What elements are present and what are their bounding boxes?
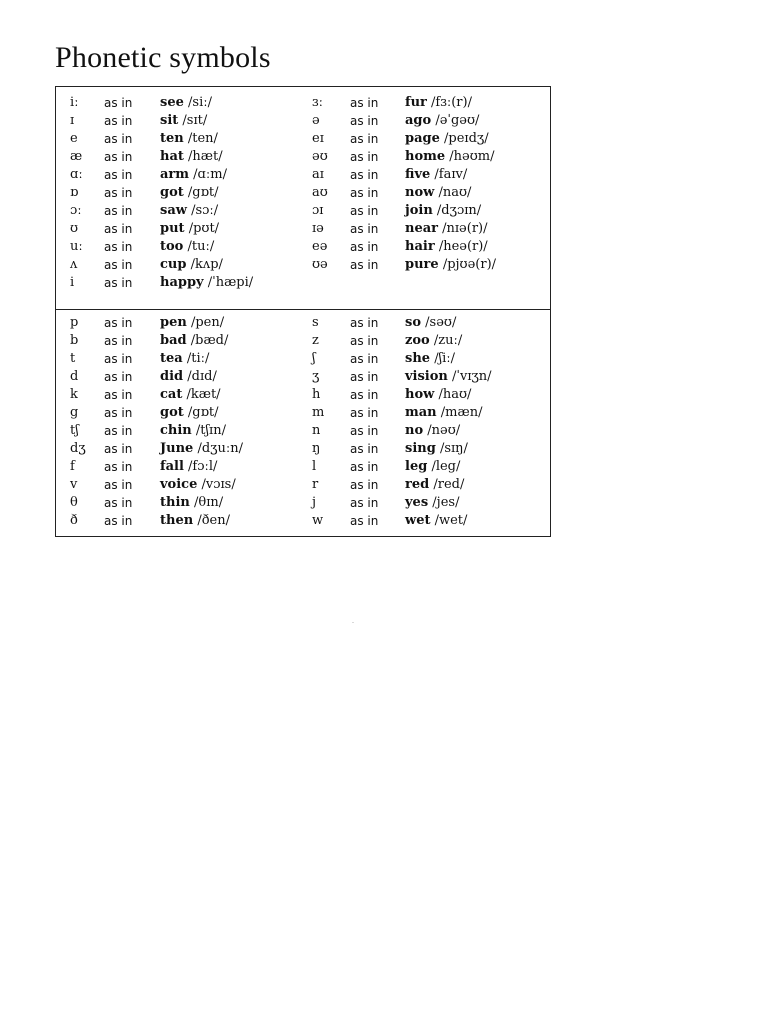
as-in-label: as in [104,370,133,384]
symbol-row [56,512,550,530]
ipa-transcription: /pjʊə(r)/ [442,257,497,272]
as-in-label: as in [350,186,379,200]
symbol-row [56,314,550,332]
example [405,184,471,202]
as-in-label: as in [104,334,133,348]
example-word: man [405,405,437,420]
phonetic-symbol: ð [70,513,78,528]
ipa-transcription: /ɑːm/ [193,167,227,182]
phonetic-symbol: e [70,131,78,146]
symbol-row [56,274,550,292]
example-word: hair [405,239,435,254]
phonetic-symbol: t [70,351,76,366]
example-word: so [405,315,421,330]
symbol-row [56,404,550,422]
example-word: sing [405,441,436,456]
as-in-label: as in [350,204,379,218]
phonetic-symbol: uː [70,239,83,254]
ipa-transcription: /bæd/ [190,333,229,348]
phonetic-symbol: ŋ [312,441,321,456]
as-in-label: as in [104,168,133,182]
phonetic-symbol: i [70,275,75,290]
example [160,314,224,332]
example [405,166,467,184]
example [160,476,236,494]
example-word: arm [160,167,190,182]
example [160,458,217,476]
ipa-transcription: /heə(r)/ [438,239,488,254]
example [160,368,217,386]
example-word: five [405,167,431,182]
example-word: zoo [405,333,430,348]
ipa-transcription: /hæt/ [188,149,223,164]
phonetic-symbol: z [312,333,319,348]
phonetic-symbol: p [70,315,79,330]
example [160,440,243,458]
ipa-transcription: /faɪv/ [434,167,468,182]
phonetic-symbol: k [70,387,78,402]
symbol-row [56,494,550,512]
phonetic-symbol: b [70,333,79,348]
vowels-section [56,94,550,292]
as-in-label: as in [350,334,379,348]
example-word: ago [405,113,432,128]
example-word: sit [160,113,179,128]
symbol-row [56,148,550,166]
example [160,386,221,404]
phonetic-symbol: æ [70,149,83,164]
example-word: got [160,405,184,420]
example [405,512,467,530]
as-in-label: as in [350,352,379,366]
as-in-label: as in [350,316,379,330]
as-in-label: as in [350,478,379,492]
as-in-label: as in [104,424,133,438]
phonetic-symbol: tʃ [70,423,79,438]
example [160,130,218,148]
phonetic-symbol: ʌ [70,257,78,272]
phonetic-symbols-table [55,86,551,537]
phonetic-symbol: iː [70,95,79,110]
example [405,314,456,332]
as-in-label: as in [104,204,133,218]
symbol-row [56,130,550,148]
phonetic-symbol: r [312,477,319,492]
as-in-label: as in [104,460,133,474]
example-word: did [160,369,184,384]
as-in-label: as in [104,496,133,510]
example-word: too [160,239,184,254]
example [160,512,230,530]
phonetic-symbol: eə [312,239,328,254]
ipa-transcription: /dʒɔɪn/ [436,203,482,218]
phonetic-symbol: dʒ [70,441,86,456]
as-in-label: as in [350,258,379,272]
ipa-transcription: /leg/ [431,459,461,474]
example [405,368,492,386]
ipa-transcription: /nɪə(r)/ [442,221,488,236]
example [160,112,207,130]
example-word: thin [160,495,190,510]
as-in-label: as in [350,460,379,474]
ipa-transcription: /səʊ/ [425,315,457,330]
symbol-row [56,476,550,494]
example [160,166,227,184]
symbol-row [56,184,550,202]
example [405,112,479,130]
as-in-label: as in [104,258,133,272]
symbol-row [56,220,550,238]
example-word: bad [160,333,187,348]
phonetic-symbol: θ [70,495,78,510]
example-word: no [405,423,424,438]
ipa-transcription: /sɔː/ [191,203,219,218]
as-in-label: as in [104,442,133,456]
symbol-row [56,166,550,184]
example [405,148,495,166]
as-in-label: as in [350,388,379,402]
as-in-label: as in [350,424,379,438]
as-in-label: as in [350,150,379,164]
ipa-transcription: /tiː/ [186,351,210,366]
phonetic-symbol: ʊə [312,257,328,272]
symbol-row [56,440,550,458]
as-in-label: as in [350,406,379,420]
example [160,494,223,512]
example-word: voice [160,477,198,492]
ipa-transcription: /pʊt/ [188,221,220,236]
phonetic-symbol: aɪ [312,167,324,182]
example [160,350,209,368]
ipa-transcription: /θɪn/ [194,495,224,510]
as-in-label: as in [350,370,379,384]
ipa-transcription: /sɪt/ [182,113,208,128]
ipa-transcription: /gɒt/ [187,405,219,420]
as-in-label: as in [350,96,379,110]
example [405,458,460,476]
example [405,386,471,404]
ipa-transcription: /pen/ [190,315,225,330]
example-word: pure [405,257,439,272]
ipa-transcription: /kʌp/ [190,257,223,272]
phonetic-symbol: s [312,315,319,330]
phonetic-symbol: ɔː [70,203,82,218]
example [405,440,468,458]
phonetic-symbol: ɪ [70,113,75,128]
phonetic-symbol: ə [312,113,320,128]
example-word: cup [160,257,187,272]
example-word: happy [160,275,204,290]
symbol-row [56,350,550,368]
example-word: wet [405,513,431,528]
example [160,220,219,238]
as-in-label: as in [104,276,133,290]
as-in-label: as in [350,222,379,236]
phonetic-symbol: l [312,459,317,474]
phonetic-symbol: g [70,405,79,420]
phonetic-symbol: əʊ [312,149,328,164]
ipa-transcription: /dʒuːn/ [197,441,244,456]
phonetic-symbol: ɪə [312,221,324,236]
phonetic-symbol: h [312,387,321,402]
example-word: pen [160,315,187,330]
ipa-transcription: /siː/ [188,95,212,110]
phonetic-symbol: aʊ [312,185,328,200]
example-word: page [405,131,440,146]
example-word: got [160,185,184,200]
as-in-label: as in [104,240,133,254]
example [160,404,219,422]
example [160,184,219,202]
symbol-row [56,256,550,274]
ipa-transcription: /ʃiː/ [434,351,456,366]
example-word: see [160,95,184,110]
example [160,332,228,350]
example [405,494,459,512]
example [405,202,481,220]
ipa-transcription: /dɪd/ [187,369,217,384]
example [160,94,212,112]
example-word: tea [160,351,183,366]
ipa-transcription: /həʊm/ [449,149,495,164]
consonant-rows [56,314,550,530]
phonetic-symbol: ɑː [70,167,83,182]
phonetic-symbol: w [312,513,324,528]
as-in-label: as in [104,514,133,528]
ipa-transcription: /zuː/ [433,333,463,348]
example [405,94,472,112]
example [160,148,223,166]
symbol-row [56,332,550,350]
example [160,238,214,256]
ipa-transcription: /peɪdʒ/ [444,131,489,146]
as-in-label: as in [104,388,133,402]
ipa-transcription: /vɔɪs/ [201,477,236,492]
ipa-transcription: /sɪŋ/ [439,441,468,456]
example [405,256,496,274]
as-in-label: as in [350,514,379,528]
ipa-transcription: /əˈgəʊ/ [435,113,480,128]
example-word: fall [160,459,184,474]
example-word: chin [160,423,192,438]
as-in-label: as in [350,132,379,146]
vowel-rows [56,94,550,292]
phonetic-symbol: f [70,459,75,474]
scan-speck [352,622,354,623]
phonetic-symbol: d [70,369,79,384]
as-in-label: as in [104,316,133,330]
as-in-label: as in [104,478,133,492]
example-word: now [405,185,435,200]
ipa-transcription: /wet/ [434,513,468,528]
example-word: leg [405,459,428,474]
as-in-label: as in [104,352,133,366]
phonetic-symbol: ʊ [70,221,79,236]
phonetic-symbol: ɔɪ [312,203,324,218]
ipa-transcription: /tʃɪn/ [195,423,226,438]
ipa-transcription: /ðen/ [197,513,230,528]
as-in-label: as in [104,132,133,146]
phonetic-symbol: m [312,405,325,420]
ipa-transcription: /nəʊ/ [427,423,461,438]
example-word: then [160,513,194,528]
symbol-row [56,386,550,404]
symbol-row [56,238,550,256]
phonetic-symbol: eɪ [312,131,324,146]
example-word: put [160,221,185,236]
phonetic-symbol: ʒ [312,369,320,384]
as-in-label: as in [104,150,133,164]
example-word: hat [160,149,184,164]
phonetic-symbol: j [312,495,317,510]
example-word: how [405,387,435,402]
example [405,220,487,238]
ipa-transcription: /mæn/ [440,405,483,420]
as-in-label: as in [350,496,379,510]
example [160,274,253,292]
ipa-transcription: /jes/ [432,495,460,510]
example-word: saw [160,203,187,218]
example [405,350,455,368]
example-word: June [160,441,194,456]
symbol-row [56,422,550,440]
as-in-label: as in [104,114,133,128]
ipa-transcription: /ˈhæpi/ [207,275,254,290]
example-word: cat [160,387,183,402]
ipa-transcription: /gɒt/ [187,185,219,200]
ipa-transcription: /tuː/ [187,239,215,254]
example-word: red [405,477,430,492]
as-in-label: as in [350,168,379,182]
example [405,404,482,422]
phonetic-symbol: v [70,477,78,492]
symbol-row [56,368,550,386]
example [405,476,464,494]
consonants-section [56,309,550,530]
ipa-transcription: /ˈvɪʒn/ [452,369,492,384]
symbol-row [56,112,550,130]
example-word: fur [405,95,427,110]
as-in-label: as in [350,240,379,254]
example-word: home [405,149,446,164]
example [405,130,489,148]
example [160,202,218,220]
ipa-transcription: /haʊ/ [438,387,472,402]
example-word: join [405,203,433,218]
ipa-transcription: /naʊ/ [438,185,472,200]
ipa-transcription: /fɔːl/ [188,459,218,474]
phonetic-symbol: ɒ [70,185,79,200]
symbol-row [56,458,550,476]
as-in-label: as in [350,442,379,456]
example-word: yes [405,495,429,510]
ipa-transcription: /kæt/ [186,387,221,402]
symbol-row [56,94,550,112]
phonetic-symbol: n [312,423,321,438]
example-word: she [405,351,431,366]
ipa-transcription: /fɜː(r)/ [431,95,472,110]
as-in-label: as in [104,96,133,110]
as-in-label: as in [104,222,133,236]
example-word: vision [405,369,448,384]
example [405,422,460,440]
phonetic-symbol: ʃ [312,351,316,366]
ipa-transcription: /ten/ [187,131,218,146]
example-word: ten [160,131,184,146]
as-in-label: as in [104,406,133,420]
phonetic-symbol: ɜː [312,95,323,110]
as-in-label: as in [104,186,133,200]
page-title: Phonetic symbols [55,41,271,74]
example-word: near [405,221,438,236]
example [160,422,226,440]
example [160,256,223,274]
ipa-transcription: /red/ [433,477,465,492]
as-in-label: as in [350,114,379,128]
example [405,238,488,256]
symbol-row [56,202,550,220]
example [405,332,462,350]
